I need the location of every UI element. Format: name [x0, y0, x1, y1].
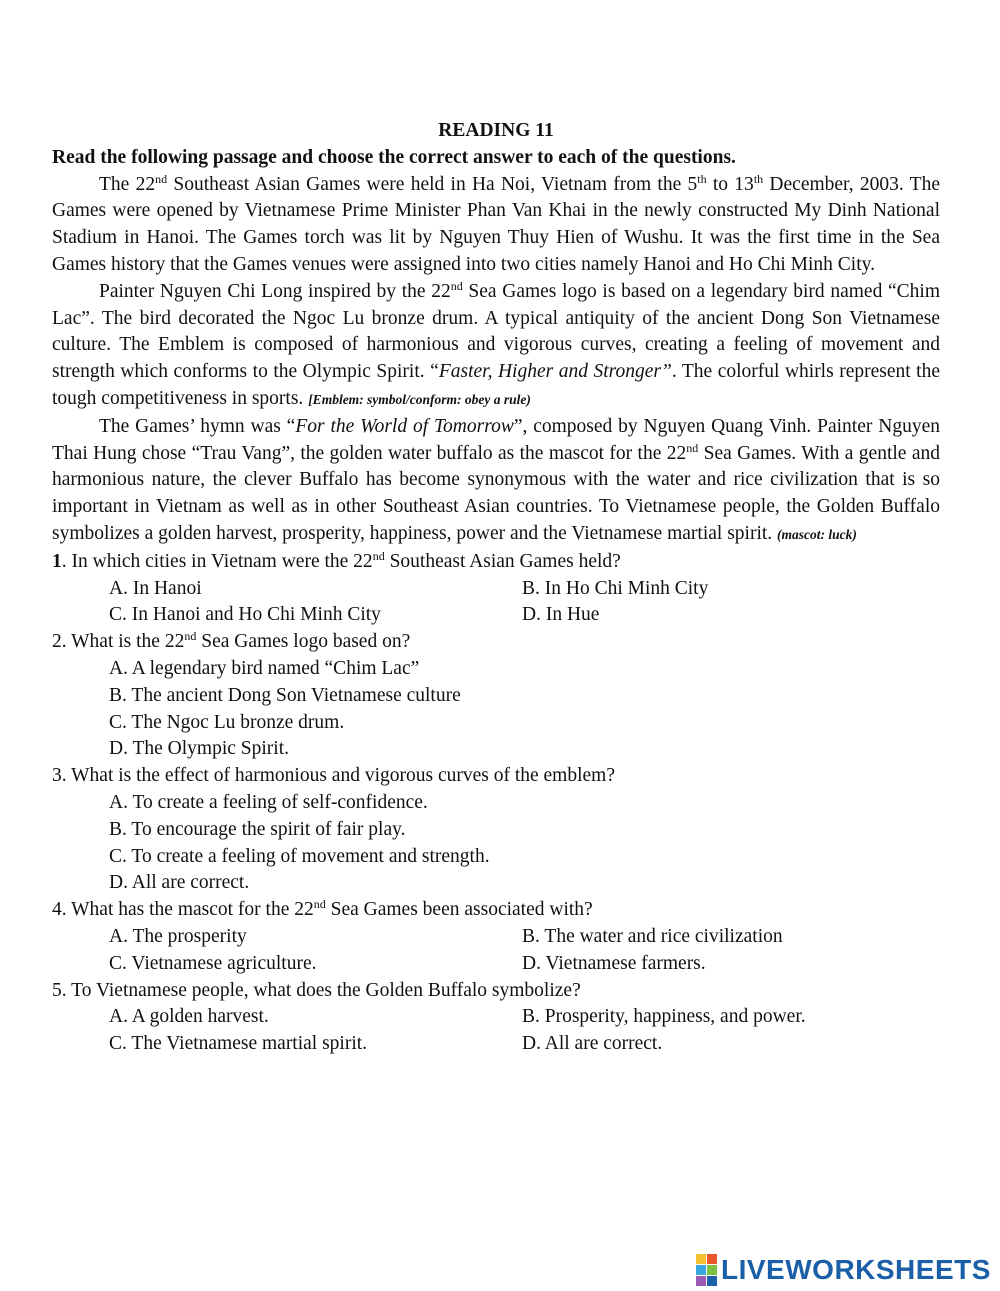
q4-option-b[interactable]: B. The water and rice civilization	[522, 925, 783, 947]
q5-option-d[interactable]: D. All are correct.	[522, 1033, 663, 1055]
vocabulary-note: [Emblem: symbol/conform: obey a rule)	[308, 391, 531, 407]
q4-option-d[interactable]: D. Vietnamese farmers.	[522, 952, 706, 974]
q2-option-b[interactable]: B. The ancient Dong Son Vietnamese culture	[109, 684, 461, 706]
vocabulary-note: (mascot: luck)	[777, 526, 857, 542]
logo-tile	[696, 1276, 706, 1286]
logo-tile	[707, 1265, 717, 1275]
q3-option-a[interactable]: A. To create a feeling of self-confidence.	[109, 791, 428, 813]
q4-option-c[interactable]: C. Vietnamese agriculture.	[109, 952, 317, 974]
q1-option-c[interactable]: C. In Hanoi and Ho Chi Minh City	[109, 604, 381, 626]
q3-option-b[interactable]: B. To encourage the spirit of fair play.	[109, 818, 406, 840]
question-3: 3. What is the effect of harmonious and vigorous curves of the emblem?	[52, 765, 615, 787]
watermark-text: LIVEWORKSHEETS	[721, 1253, 991, 1285]
question-1: 1. In which cities in Vietnam were the 22nd Southeast Asian Games held?	[52, 548, 621, 572]
question-4: 4. What has the mascot for the 22nd Sea Games been associated with?	[52, 897, 593, 921]
passage-paragraph-3: The Games’ hymn was “For the World of Tomorrow”, composed by Nguyen Quang Vinh. Painter Nguyen Thai Hung chose “Trau Vang”, the golden water buffalo as the mascot for the 22nd Sea Games. With a gentle and harmonious nature, the clever Buffalo has become synonymous with the water and rice civilization that is so important in Vietnam as well as in other Southeast Asian countries. To Vietnamese people, the Golden Buffalo symbolizes a golden harvest, prosperity, happiness, power and the Vietnamese martial spirit. (mascot: luck)	[52, 415, 940, 544]
question-2: 2. What is the 22nd Sea Games logo based on?	[52, 629, 411, 653]
q3-option-c[interactable]: C. To create a feeling of movement and strength.	[109, 845, 490, 867]
q2-option-d[interactable]: D. The Olympic Spirit.	[109, 738, 290, 760]
liveworksheets-watermark	[696, 1254, 991, 1286]
worksheet-page	[52, 118, 940, 1058]
q3-option-d[interactable]: D. All are correct.	[109, 872, 250, 894]
q5-option-c[interactable]: C. The Vietnamese martial spirit.	[109, 1033, 368, 1055]
q1-option-d[interactable]: D. In Hue	[522, 604, 600, 626]
question-5: 5. To Vietnamese people, what does the Golden Buffalo symbolize?	[52, 979, 581, 1001]
q4-option-a[interactable]: A. The prosperity	[109, 925, 247, 947]
q5-option-a[interactable]: A. A golden harvest.	[109, 1006, 269, 1028]
q2-option-a[interactable]: A. A legendary bird named “Chim Lac”	[109, 657, 420, 679]
q5-option-b[interactable]: B. Prosperity, happiness, and power.	[522, 1006, 806, 1028]
logo-tile	[696, 1254, 706, 1264]
logo-tile	[707, 1254, 717, 1264]
q1-option-a[interactable]: A. In Hanoi	[109, 577, 202, 599]
passage-paragraph-1: The 22nd Southeast Asian Games were held in Ha Noi, Vietnam from the 5th to 13th December, 2003. The Games were opened by Vietnamese Prime Minister Phan Van Khai in the newly constructed My Dinh National Stadium in Hanoi. The Games torch was lit by Nguyen Thuy Hien of Wushu. It was the first time in the Sea Games history that the Games venues were assigned into two cities namely Hanoi and Ho Chi Minh City.	[52, 171, 940, 275]
passage-paragraph-2: Painter Nguyen Chi Long inspired by the 22nd Sea Games logo is based on a legendary bird named “Chim Lac”. The bird decorated the Ngoc Lu bronze drum. A typical antiquity of the ancient Dong Son Vietnamese culture. The Emblem is composed of harmonious and vigorous curves, creating a feeling of movement and strength which conforms to the Olympic Spirit. “Faster, Higher and Stronger”. The colorful whirls represent the tough competitiveness in sports. [Emblem: symbol/conform: obey a rule)	[52, 278, 940, 409]
q2-option-c[interactable]: C. The Ngoc Lu bronze drum.	[109, 711, 345, 733]
page-title: READING 11	[438, 120, 554, 141]
liveworksheets-logo-icon	[696, 1254, 717, 1286]
logo-tile	[696, 1265, 706, 1275]
instructions: Read the following passage and choose the correct answer to each of the questions.	[52, 146, 736, 168]
q1-option-b[interactable]: B. In Ho Chi Minh City	[522, 577, 709, 599]
logo-tile	[707, 1276, 717, 1286]
